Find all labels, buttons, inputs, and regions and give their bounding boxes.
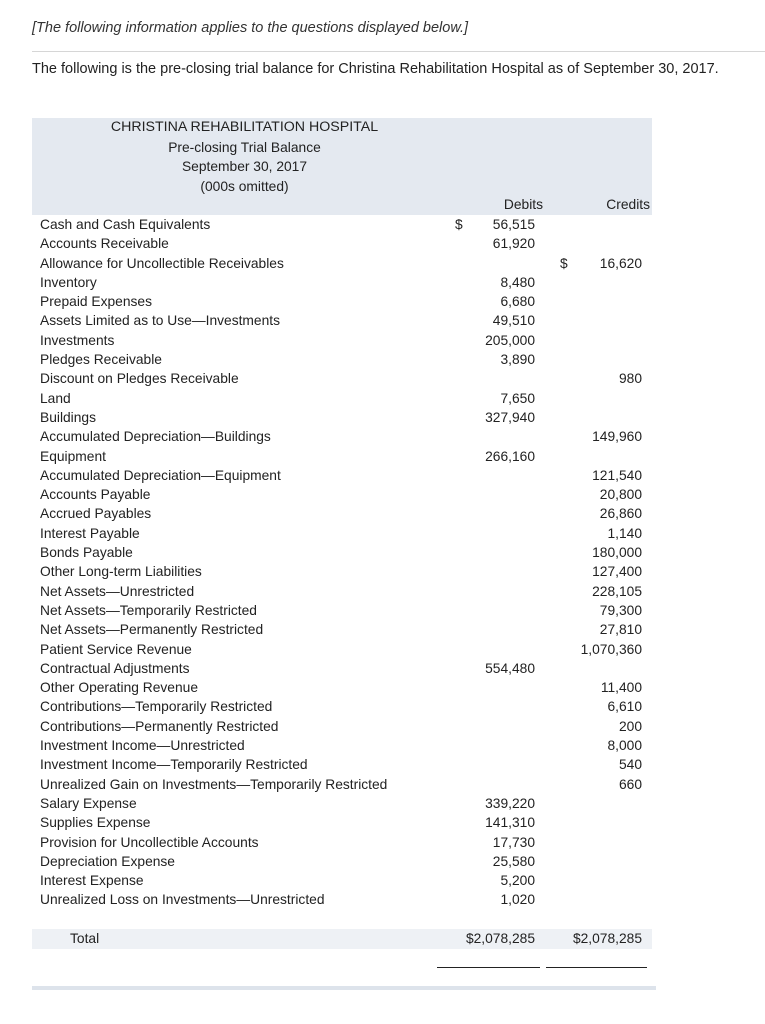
total-credit: $2,078,285 <box>572 930 642 946</box>
table-row <box>32 350 652 369</box>
table-row <box>32 871 652 890</box>
debit-amount: 61,920 <box>492 236 535 252</box>
debits-header: Debits <box>503 197 543 212</box>
account-name: Unrealized Loss on Investments—Unrestricted <box>40 892 325 908</box>
account-name: Patient Service Revenue <box>40 641 192 657</box>
account-name: Supplies Expense <box>40 815 151 831</box>
total-debit: $2,078,285 <box>465 930 535 946</box>
table-row <box>32 504 652 523</box>
table-row <box>32 890 652 909</box>
divider <box>32 51 765 52</box>
account-name: Net Assets—Temporarily Restricted <box>40 602 257 618</box>
credit-amount: 660 <box>618 776 642 792</box>
credit-amount: 980 <box>618 371 642 387</box>
table-row <box>32 427 652 446</box>
account-name: Inventory <box>40 274 97 290</box>
table-row <box>32 447 652 466</box>
debit-amount: 7,650 <box>500 390 535 406</box>
account-name: Investment Income—Unrestricted <box>40 738 245 754</box>
credit-amount: 27,810 <box>599 622 642 638</box>
account-name: Net Assets—Permanently Restricted <box>40 622 264 638</box>
table-row <box>32 485 652 504</box>
table-row <box>32 794 652 813</box>
account-name: Contributions—Permanently Restricted <box>40 718 279 734</box>
debit-amount: 205,000 <box>485 332 535 348</box>
table-row <box>32 640 652 659</box>
account-name: Investments <box>40 332 115 348</box>
table-row <box>32 601 652 620</box>
table-body <box>32 215 652 910</box>
table-row <box>32 524 652 543</box>
account-name: Contributions—Temporarily Restricted <box>40 699 273 715</box>
debit-amount: 327,940 <box>485 409 535 425</box>
table-row <box>32 273 652 292</box>
credit-amount: 228,105 <box>592 583 642 599</box>
account-name: Interest Expense <box>40 873 144 889</box>
credit-amount: 127,400 <box>592 564 642 580</box>
credit-amount: 11,400 <box>600 680 642 696</box>
account-name: Equipment <box>40 448 106 464</box>
account-name: Investment Income—Temporarily Restricted <box>40 757 308 773</box>
instruction-note: [The following information applies to the questions displayed below.] <box>32 20 469 36</box>
debit-amount: 25,580 <box>492 853 535 869</box>
table-row <box>32 755 652 774</box>
credit-dollar-sign: $ <box>560 255 568 271</box>
table-row <box>32 369 652 388</box>
account-name: Depreciation Expense <box>40 853 175 869</box>
account-name: Pledges Receivable <box>40 352 162 368</box>
table-row <box>32 215 652 234</box>
table-row <box>32 659 652 678</box>
credit-amount: 16,620 <box>599 255 642 271</box>
debit-amount: 56,515 <box>492 217 535 232</box>
account-name: Accounts Payable <box>40 487 151 503</box>
credits-header: Credits <box>606 197 650 212</box>
credit-amount: 200 <box>618 718 642 734</box>
credit-amount: 6,610 <box>607 699 642 715</box>
debit-amount: 266,160 <box>485 448 535 464</box>
account-name: Buildings <box>40 409 96 425</box>
credit-amount: 180,000 <box>592 545 642 561</box>
account-name: Accounts Receivable <box>40 236 169 252</box>
debit-amount: 5,200 <box>500 873 535 889</box>
credit-amount: 1,070,360 <box>580 641 642 657</box>
account-name: Interest Payable <box>40 525 140 541</box>
table-row <box>32 466 652 485</box>
table-row <box>32 331 652 350</box>
table-header <box>32 118 652 215</box>
table-row <box>32 852 652 871</box>
statement-date: September 30, 2017 <box>181 159 308 174</box>
intro-paragraph: The following is the pre-closing trial balance for Christina Rehabilitation Hospital as of September 30, 2017. <box>32 61 719 77</box>
debit-amount: 554,480 <box>485 660 535 676</box>
table-row <box>32 562 652 581</box>
account-name: Discount on Pledges Receivable <box>40 371 239 387</box>
debit-amount: 141,310 <box>485 815 535 831</box>
account-name: Salary Expense <box>40 795 137 811</box>
account-name: Provision for Uncollectible Accounts <box>40 834 259 850</box>
total-row <box>32 929 652 949</box>
credit-amount: 8,000 <box>607 738 642 754</box>
account-name: Assets Limited as to Use—Investments <box>40 313 281 329</box>
statement-title: Pre-closing Trial Balance <box>168 139 321 155</box>
credit-total-underline <box>546 967 647 968</box>
account-name: Prepaid Expenses <box>40 294 152 310</box>
table-row <box>32 234 652 253</box>
account-name: Unrealized Gain on Investments—Temporarily Restricted <box>40 776 388 792</box>
total-label: Total <box>70 930 100 946</box>
table-row <box>32 543 652 562</box>
table-row <box>32 736 652 755</box>
account-name: Accumulated Depreciation—Equipment <box>40 467 281 483</box>
account-name: Cash and Cash Equivalents <box>40 217 211 232</box>
table-row <box>32 813 652 832</box>
table-row <box>32 254 652 273</box>
account-name: Bonds Payable <box>40 545 133 561</box>
table-row <box>32 292 652 311</box>
table-row <box>32 717 652 736</box>
debit-amount: 6,680 <box>500 294 535 310</box>
table-row <box>32 582 652 601</box>
table-row <box>32 833 652 852</box>
credit-amount: 1,140 <box>607 525 642 541</box>
account-name: Land <box>40 390 71 406</box>
credit-amount: 79,300 <box>599 602 642 618</box>
credit-amount: 540 <box>618 757 642 773</box>
account-name: Accumulated Depreciation—Buildings <box>40 429 271 445</box>
debit-amount: 49,510 <box>492 313 535 329</box>
debit-amount: 3,890 <box>500 352 535 368</box>
units-note: (000s omitted) <box>200 178 289 194</box>
account-name: Net Assets—Unrestricted <box>40 583 195 599</box>
footer-bar <box>32 986 656 990</box>
table-row <box>32 389 652 408</box>
table-row <box>32 620 652 639</box>
account-name: Other Long-term Liabilities <box>40 564 202 580</box>
debit-dollar-sign: $ <box>455 217 463 232</box>
debit-amount: 8,480 <box>500 274 535 290</box>
credit-amount: 20,800 <box>599 487 642 503</box>
trial-balance-table <box>32 118 652 949</box>
debit-amount: 1,020 <box>500 892 535 908</box>
table-row <box>32 408 652 427</box>
debit-total-underline <box>437 967 540 968</box>
table-row <box>32 678 652 697</box>
account-name: Accrued Payables <box>40 506 152 522</box>
account-name: Other Operating Revenue <box>40 680 198 696</box>
table-row <box>32 311 652 330</box>
credit-amount: 149,960 <box>592 429 642 445</box>
debit-amount: 17,730 <box>492 834 535 850</box>
debit-amount: 339,220 <box>485 795 535 811</box>
credit-amount: 26,860 <box>599 506 642 522</box>
company-name: CHRISTINA REHABILITATION HOSPITAL <box>110 119 379 135</box>
account-name: Contractual Adjustments <box>40 660 190 676</box>
table-row <box>32 697 652 716</box>
credit-amount: 121,540 <box>592 467 642 483</box>
account-name: Allowance for Uncollectible Receivables <box>40 255 284 271</box>
table-row <box>32 775 652 794</box>
